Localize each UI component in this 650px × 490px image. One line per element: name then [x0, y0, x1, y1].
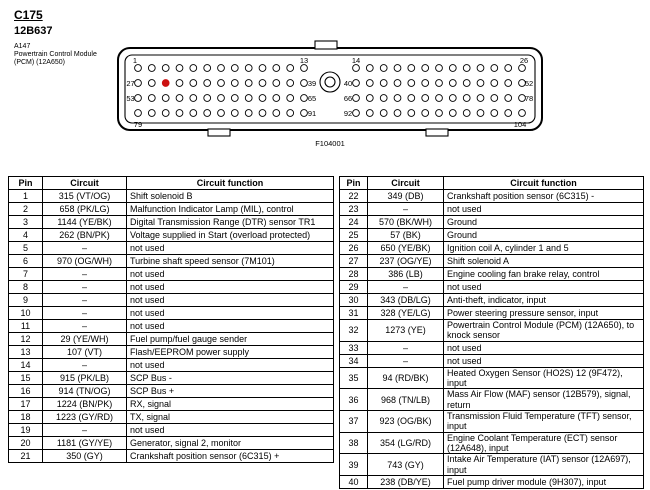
pin-cell: 37 [340, 411, 368, 433]
pin [135, 110, 142, 117]
function-cell: Shift solenoid A [444, 255, 644, 268]
table-row [340, 203, 644, 216]
pin [449, 95, 456, 102]
table-row [9, 268, 334, 281]
pin [287, 80, 294, 87]
circuit-cell: – [368, 281, 444, 294]
function-cell: not used [127, 320, 334, 333]
pin [436, 65, 443, 72]
pin [204, 65, 211, 72]
circuit-cell: – [43, 294, 127, 307]
function-cell: not used [127, 242, 334, 255]
function-cell: Transmission Fluid Temperature (TFT) sensor, input [444, 411, 644, 433]
circuit-cell: – [43, 359, 127, 372]
circuit-cell: 57 (BK) [368, 229, 444, 242]
circuit-cell: 107 (VT) [43, 346, 127, 359]
pin-label-52: 52 [524, 79, 534, 88]
pin [366, 95, 373, 102]
pin [190, 65, 197, 72]
pin-cell: 35 [340, 367, 368, 389]
circuit-cell: 343 (DB/LG) [368, 294, 444, 307]
function-column-header: Circuit function [127, 177, 334, 190]
pin-cell: 5 [9, 242, 43, 255]
pin [366, 110, 373, 117]
pin-cell: 8 [9, 281, 43, 294]
function-cell: not used [444, 341, 644, 354]
connector-bottom-tab-left [208, 129, 230, 136]
pin [394, 95, 401, 102]
pin-cell: 13 [9, 346, 43, 359]
pin [231, 110, 238, 117]
function-cell: TX, signal [127, 411, 334, 424]
function-cell: not used [127, 268, 334, 281]
table-row [9, 255, 334, 268]
pin [477, 95, 484, 102]
pin [353, 110, 360, 117]
pin [176, 80, 183, 87]
pin-cell: 30 [340, 294, 368, 307]
function-cell: Crankshaft position sensor (6C315) - [444, 190, 644, 203]
bolt-hole-inner [325, 77, 335, 87]
pin [204, 95, 211, 102]
pin [190, 110, 197, 117]
circuit-cell: 328 (YE/LG) [368, 307, 444, 320]
pin [505, 95, 512, 102]
pin-cell: 17 [9, 398, 43, 411]
pin [394, 80, 401, 87]
pin [245, 110, 252, 117]
table-row [340, 242, 644, 255]
function-cell: not used [127, 424, 334, 437]
pin [204, 80, 211, 87]
function-cell: not used [127, 281, 334, 294]
pin-cell: 11 [9, 320, 43, 333]
pin [190, 80, 197, 87]
circuit-cell: – [43, 281, 127, 294]
pin [162, 65, 169, 72]
pin [408, 110, 415, 117]
pin-cell: 27 [340, 255, 368, 268]
circuit-cell: 743 (GY) [368, 454, 444, 476]
pin [287, 110, 294, 117]
pin-cell: 10 [9, 307, 43, 320]
pin [231, 80, 238, 87]
function-cell: Flash/EEPROM power supply [127, 346, 334, 359]
table-row [9, 190, 334, 203]
pin-cell: 21 [9, 450, 43, 463]
table-row [340, 268, 644, 281]
pin-column-header: Pin [9, 177, 43, 190]
table-row [9, 229, 334, 242]
pin-label-66: 66 [343, 94, 353, 103]
pin-cell: 38 [340, 432, 368, 454]
circuit-cell: 29 (YE/WH) [43, 333, 127, 346]
pin [366, 80, 373, 87]
pin [148, 65, 155, 72]
pin [176, 110, 183, 117]
pin [353, 65, 360, 72]
table-row [9, 437, 334, 450]
table-row [340, 229, 644, 242]
pin-cell: 25 [340, 229, 368, 242]
pin-cell: 7 [9, 268, 43, 281]
table-row [340, 320, 644, 342]
connector-top-tab [315, 41, 337, 49]
function-cell: not used [444, 281, 644, 294]
function-cell: Ground [444, 229, 644, 242]
function-cell: Engine Coolant Temperature (ECT) sensor (12A648), input [444, 432, 644, 454]
connector-diagram [108, 38, 553, 156]
pin [449, 80, 456, 87]
pin [204, 110, 211, 117]
pin-label-13: 13 [299, 56, 309, 65]
circuit-cell: 570 (BK/WH) [368, 216, 444, 229]
circuit-cell: 349 (DB) [368, 190, 444, 203]
pin [273, 110, 280, 117]
pin [231, 65, 238, 72]
pin [422, 80, 429, 87]
pin-cell: 16 [9, 385, 43, 398]
part-number: 12B637 [14, 25, 53, 37]
pin [259, 80, 266, 87]
pin-cell: 1 [9, 190, 43, 203]
pin [422, 95, 429, 102]
pin-cell: 29 [340, 281, 368, 294]
pin-cell: 31 [340, 307, 368, 320]
pin-label-65: 65 [307, 94, 317, 103]
function-cell: SCP Bus - [127, 372, 334, 385]
function-cell: Shift solenoid B [127, 190, 334, 203]
pin [380, 110, 387, 117]
table-row [340, 341, 644, 354]
circuit-cell: 970 (OG/WH) [43, 255, 127, 268]
pin [463, 80, 470, 87]
pin-cell: 40 [340, 476, 368, 489]
pin [477, 80, 484, 87]
table-row [340, 190, 644, 203]
pin [148, 95, 155, 102]
circuit-cell: 658 (PK/LG) [43, 203, 127, 216]
function-column-header: Circuit function [444, 177, 644, 190]
pin-label-78: 78 [524, 94, 534, 103]
pin [491, 65, 498, 72]
pin-cell: 28 [340, 268, 368, 281]
figure-number: F104001 [315, 139, 345, 148]
pin-label-26: 26 [519, 56, 529, 65]
table-row [340, 389, 644, 411]
table-row [9, 372, 334, 385]
circuit-cell: 238 (DB/YE) [368, 476, 444, 489]
table-row [9, 307, 334, 320]
table-row [9, 333, 334, 346]
connector-bottom-tab-right [426, 129, 448, 136]
pin-cell: 9 [9, 294, 43, 307]
table-row [340, 294, 644, 307]
table-row [9, 359, 334, 372]
pin [176, 65, 183, 72]
function-cell: not used [127, 307, 334, 320]
table-row [340, 354, 644, 367]
pin [463, 65, 470, 72]
circuit-cell: – [43, 268, 127, 281]
pin [380, 80, 387, 87]
pin [408, 95, 415, 102]
pin [259, 65, 266, 72]
function-cell: Turbine shaft speed sensor (7M101) [127, 255, 334, 268]
circuit-cell: – [368, 354, 444, 367]
pin [259, 95, 266, 102]
function-cell: not used [127, 359, 334, 372]
pin [380, 65, 387, 72]
circuit-cell: 262 (BN/PK) [43, 229, 127, 242]
circuit-cell: 237 (OG/YE) [368, 255, 444, 268]
table-row [9, 450, 334, 463]
table-row [9, 242, 334, 255]
function-cell: not used [444, 203, 644, 216]
circuit-column-header: Circuit [368, 177, 444, 190]
table-row [340, 367, 644, 389]
pin-cell: 34 [340, 354, 368, 367]
pin [505, 110, 512, 117]
pin-label-53: 53 [126, 94, 135, 103]
pin [273, 95, 280, 102]
table-row [9, 398, 334, 411]
circuit-column-header: Circuit [43, 177, 127, 190]
pin [218, 110, 225, 117]
pin-cell: 4 [9, 229, 43, 242]
table-row [340, 255, 644, 268]
pin-cell: 20 [9, 437, 43, 450]
pin [135, 65, 142, 72]
function-cell: Ignition coil A, cylinder 1 and 5 [444, 242, 644, 255]
pinout-table-left [8, 176, 334, 463]
function-cell: Power steering pressure sensor, input [444, 307, 644, 320]
pin [259, 110, 266, 117]
pin [519, 65, 526, 72]
table-header-row [9, 177, 334, 190]
table-row [9, 411, 334, 424]
pin [353, 80, 360, 87]
pin-cell: 23 [340, 203, 368, 216]
function-cell: Mass Air Flow (MAF) sensor (12B579), signal, return [444, 389, 644, 411]
function-cell: Powertrain Control Module (PCM) (12A650), to knock sensor [444, 320, 644, 342]
pin-label-39: 39 [307, 79, 317, 88]
table-row [340, 281, 644, 294]
pin [505, 80, 512, 87]
pin-cell: 3 [9, 216, 43, 229]
pin [394, 110, 401, 117]
table-row [340, 216, 644, 229]
function-cell: Fuel pump driver module (9H307), input [444, 476, 644, 489]
table-row [340, 411, 644, 433]
circuit-cell: 350 (GY) [43, 450, 127, 463]
pin-label-14: 14 [351, 56, 361, 65]
pin [436, 80, 443, 87]
pin-cell: 19 [9, 424, 43, 437]
pin-cell: 2 [9, 203, 43, 216]
function-cell: Ground [444, 216, 644, 229]
pin-cell: 18 [9, 411, 43, 424]
pin [422, 65, 429, 72]
circuit-cell: 1273 (YE) [368, 320, 444, 342]
pin-label-1: 1 [132, 56, 138, 65]
pin [301, 110, 308, 117]
pin [394, 65, 401, 72]
pin-cell: 33 [340, 341, 368, 354]
pin [366, 65, 373, 72]
pin-cell: 6 [9, 255, 43, 268]
pin [135, 80, 142, 87]
pin [148, 80, 155, 87]
pin-label-92: 92 [343, 109, 353, 118]
pin [380, 95, 387, 102]
pin [162, 110, 169, 117]
circuit-cell: 1181 (GY/YE) [43, 437, 127, 450]
pin [463, 110, 470, 117]
pin-cell: 36 [340, 389, 368, 411]
function-cell: Heated Oxygen Sensor (HO2S) 12 (9F472), input [444, 367, 644, 389]
pin-highlighted [162, 80, 169, 87]
pin [135, 95, 142, 102]
table-row [9, 203, 334, 216]
pin [273, 80, 280, 87]
circuit-cell: 386 (LB) [368, 268, 444, 281]
circuit-cell: – [43, 320, 127, 333]
pin [148, 110, 155, 117]
circuit-cell: 315 (VT/OG) [43, 190, 127, 203]
pin [408, 65, 415, 72]
pin [449, 65, 456, 72]
pin [301, 95, 308, 102]
pin-label-91: 91 [307, 109, 317, 118]
pin-label-104: 104 [513, 120, 527, 129]
component-name: Powertrain Control Module [14, 51, 97, 58]
pin-cell: 24 [340, 216, 368, 229]
pin-cell: 12 [9, 333, 43, 346]
table-row [9, 424, 334, 437]
pin-cell: 14 [9, 359, 43, 372]
pin-cell: 39 [340, 454, 368, 476]
pin [463, 95, 470, 102]
pin [491, 95, 498, 102]
pin [287, 65, 294, 72]
pin [273, 65, 280, 72]
circuit-cell: – [368, 341, 444, 354]
circuit-cell: 650 (YE/BK) [368, 242, 444, 255]
table-row [340, 476, 644, 489]
function-cell: Voltage supplied in Start (overload protected) [127, 229, 334, 242]
function-cell: Anti-theft, indicator, input [444, 294, 644, 307]
pin [505, 65, 512, 72]
pin [519, 110, 526, 117]
pin [218, 95, 225, 102]
connector-id: C175 [14, 8, 43, 22]
pin [301, 80, 308, 87]
circuit-cell: 94 (RD/BK) [368, 367, 444, 389]
pin [436, 95, 443, 102]
pin-cell: 15 [9, 372, 43, 385]
table-row [9, 216, 334, 229]
pin-column-header: Pin [340, 177, 368, 190]
table-row [9, 281, 334, 294]
function-cell: Digital Transmission Range (DTR) sensor TR1 [127, 216, 334, 229]
circuit-cell: 1223 (GY/RD) [43, 411, 127, 424]
pin-label-79: 79 [133, 120, 143, 129]
pin-cell: 32 [340, 320, 368, 342]
circuit-cell: 354 (LG/RD) [368, 432, 444, 454]
pin [477, 65, 484, 72]
table-row [9, 320, 334, 333]
pin [408, 80, 415, 87]
pinout-table-right [339, 176, 644, 489]
pin [190, 95, 197, 102]
function-cell: not used [127, 294, 334, 307]
function-cell: Fuel pump/fuel gauge sender [127, 333, 334, 346]
function-cell: not used [444, 354, 644, 367]
pin-cell: 22 [340, 190, 368, 203]
pin [491, 110, 498, 117]
circuit-cell: 1224 (BN/PK) [43, 398, 127, 411]
function-cell: SCP Bus + [127, 385, 334, 398]
table-row [340, 432, 644, 454]
pin [301, 65, 308, 72]
pin [245, 80, 252, 87]
pin-cell: 26 [340, 242, 368, 255]
pin [491, 80, 498, 87]
circuit-cell: – [43, 424, 127, 437]
function-cell: Crankshaft position sensor (6C315) + [127, 450, 334, 463]
table-row [340, 307, 644, 320]
circuit-cell: – [368, 203, 444, 216]
circuit-cell: – [43, 242, 127, 255]
pin [449, 110, 456, 117]
pin [287, 95, 294, 102]
circuit-cell: 968 (TN/LB) [368, 389, 444, 411]
circuit-cell: 1144 (YE/BK) [43, 216, 127, 229]
circuit-cell: – [43, 307, 127, 320]
circuit-cell: 914 (TN/OG) [43, 385, 127, 398]
pin [353, 95, 360, 102]
pin [218, 80, 225, 87]
pin [162, 95, 169, 102]
table-row [9, 294, 334, 307]
pin [218, 65, 225, 72]
function-cell: Intake Air Temperature (IAT) sensor (12A697), input [444, 454, 644, 476]
pin-label-40: 40 [343, 79, 353, 88]
pin-label-27: 27 [126, 79, 135, 88]
pin [176, 95, 183, 102]
pin [245, 65, 252, 72]
table-row [340, 454, 644, 476]
function-cell: Malfunction Indicator Lamp (MIL), control [127, 203, 334, 216]
function-cell: Generator, signal 2, monitor [127, 437, 334, 450]
pin [245, 95, 252, 102]
component-code: A147 [14, 43, 31, 50]
function-cell: Engine cooling fan brake relay, control [444, 268, 644, 281]
table-row [9, 385, 334, 398]
function-cell: RX, signal [127, 398, 334, 411]
circuit-cell: 915 (PK/LB) [43, 372, 127, 385]
table-row [9, 346, 334, 359]
pin [422, 110, 429, 117]
pin [231, 95, 238, 102]
pin [436, 110, 443, 117]
pin [477, 110, 484, 117]
table-header-row [340, 177, 644, 190]
circuit-cell: 923 (OG/BK) [368, 411, 444, 433]
component-detail: (PCM) (12A650) [14, 59, 65, 66]
